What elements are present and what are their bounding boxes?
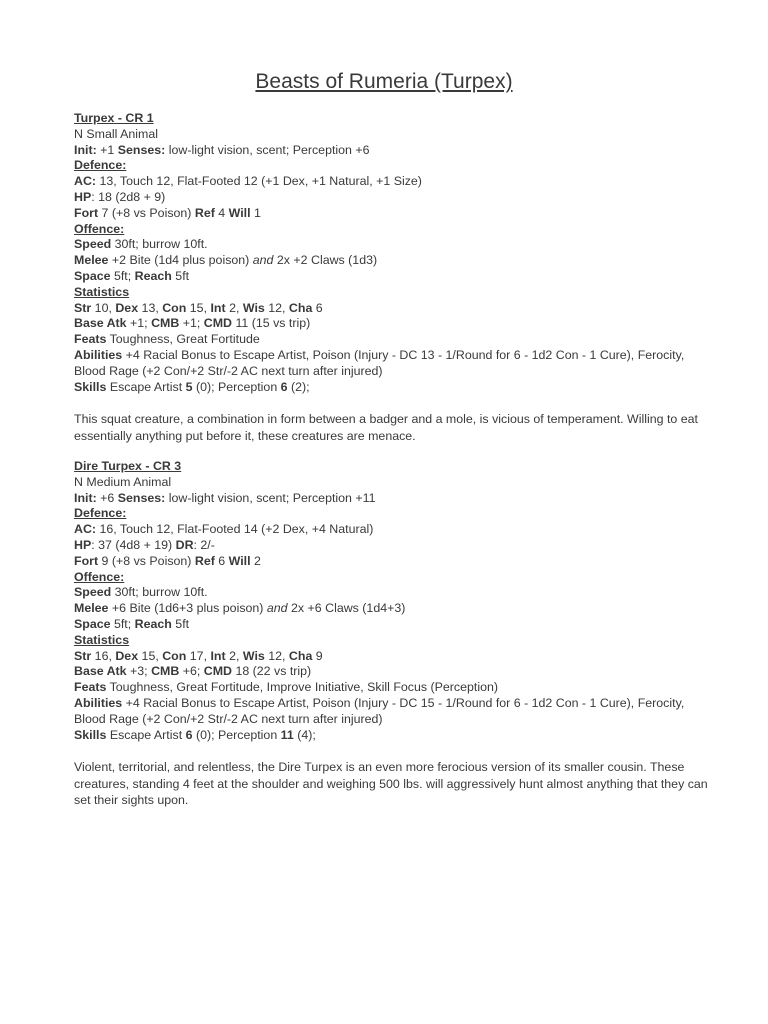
- skills-perception-num: 11: [280, 727, 294, 742]
- hp-value: : 37 (4d8 + 19): [91, 537, 173, 552]
- space-value: 5ft;: [113, 268, 132, 283]
- ref-label: Ref: [194, 205, 215, 220]
- int-value: 2,: [229, 648, 240, 663]
- senses-label: Senses:: [117, 142, 166, 157]
- hp-label: HP: [74, 537, 92, 552]
- con-label: Con: [162, 648, 187, 663]
- cmd-value: 11 (15 vs trip): [235, 316, 311, 331]
- melee-label: Melee: [74, 601, 109, 616]
- cmd-label: CMD: [203, 664, 232, 679]
- cmb-label: CMB: [151, 664, 180, 679]
- skills-perception-rank: (4);: [297, 727, 316, 742]
- page-title: Beasts of Rumeria (Turpex): [255, 70, 513, 93]
- turpex-feats-line: [74, 332, 714, 348]
- turpex-speed-line: [74, 237, 714, 253]
- bab-label: Base Atk: [74, 316, 127, 331]
- will-value: 2: [254, 553, 261, 568]
- senses-label: Senses:: [117, 490, 166, 505]
- melee-claws: 2x +2 Claws (1d3): [276, 253, 378, 268]
- turpex-stat-block: [74, 111, 714, 444]
- turpex-init-line: [74, 143, 714, 159]
- skills-label: Skills: [74, 727, 107, 742]
- fort-label: Fort: [74, 205, 99, 220]
- space-label: Space: [74, 268, 111, 283]
- will-label: Will: [228, 553, 251, 568]
- cha-value: 6: [315, 300, 323, 315]
- skills-perception-num: 6: [280, 379, 288, 394]
- fort-value: 9 (+8 vs Poison): [101, 553, 192, 568]
- dire-turpex-combat-line: [74, 664, 714, 680]
- ac-label: AC:: [74, 522, 97, 537]
- cha-label: Cha: [288, 648, 313, 663]
- dr-value: : 2/-: [193, 537, 215, 552]
- ac-label: AC:: [74, 174, 97, 189]
- init-label: Init:: [74, 142, 97, 157]
- statistics-heading: Statistics: [74, 284, 130, 299]
- melee-claws: 2x +6 Claws (1d4+3): [291, 601, 406, 616]
- abilities-label: Abilities: [74, 695, 123, 710]
- str-value: 10,: [94, 300, 112, 315]
- fort-value: 7 (+8 vs Poison): [101, 205, 192, 220]
- senses-value: low-light vision, scent; Perception +11: [168, 490, 376, 505]
- space-label: Space: [74, 616, 111, 631]
- turpex-abilities-scores: [74, 301, 714, 317]
- ac-value: 13, Touch 12, Flat-Footed 12 (+1 Dex, +1 Natural, +1 Size): [99, 174, 422, 189]
- str-label: Str: [74, 648, 92, 663]
- abilities-value: +4 Racial Bonus to Escape Artist, Poison (Injury - DC 15 - 1/Round for 6 - 1d2 Con - 1 Cure), Ferocity, Blood Rage (+2 Con/+2 Str/-2 AC next turn after injured): [74, 695, 685, 726]
- ac-value: 16, Touch 12, Flat-Footed 14 (+2 Dex, +4 Natural): [99, 522, 374, 537]
- dex-label: Dex: [115, 300, 139, 315]
- fort-label: Fort: [74, 553, 99, 568]
- statistics-heading: Statistics: [74, 632, 130, 647]
- skills-escape-artist-num: 5: [185, 379, 193, 394]
- reach-value: 5ft: [175, 268, 190, 283]
- dire-turpex-space-line: [74, 617, 714, 633]
- cha-value: 9: [315, 648, 323, 663]
- turpex-heading: Turpex - CR 1: [74, 111, 154, 125]
- space-value: 5ft;: [113, 616, 132, 631]
- dire-turpex-hp-line: [74, 538, 714, 554]
- defence-heading: Defence:: [74, 158, 127, 173]
- dex-value: 15,: [141, 648, 159, 663]
- turpex-hp-line: [74, 190, 714, 206]
- feats-value: Toughness, Great Fortitude: [109, 332, 260, 347]
- defence-heading: Defence:: [74, 506, 127, 521]
- melee-value: +2 Bite (1d4 plus poison): [111, 253, 250, 268]
- turpex-skills-line: [74, 380, 714, 396]
- dire-turpex-stat-block: [74, 459, 714, 808]
- str-value: 16,: [94, 648, 112, 663]
- feats-label: Feats: [74, 332, 107, 347]
- ref-value: 6: [218, 553, 226, 568]
- bab-value: +1;: [130, 316, 148, 331]
- hp-value: : 18 (2d8 + 9): [91, 189, 166, 204]
- init-label: Init:: [74, 490, 97, 505]
- con-value: 17,: [189, 648, 208, 663]
- skills-escape-artist: Escape Artist: [109, 379, 183, 394]
- int-value: 2,: [229, 300, 240, 315]
- init-value: +1: [100, 142, 115, 157]
- melee-and: and: [252, 253, 274, 268]
- turpex-description: This squat creature, a combination in form between a badger and a mole, is vicious of temperament. Willing to eat essentially anything put before it, these creatures are menace.: [74, 412, 698, 443]
- dex-label: Dex: [115, 648, 139, 663]
- reach-label: Reach: [134, 268, 172, 283]
- turpex-saves-line: [74, 206, 714, 222]
- ref-label: Ref: [194, 553, 215, 568]
- turpex-type: N Small Animal: [74, 126, 159, 141]
- wis-label: Wis: [242, 648, 265, 663]
- melee-and: and: [266, 601, 288, 616]
- int-label: Int: [210, 300, 226, 315]
- dire-turpex-skills-line: [74, 728, 714, 744]
- con-label: Con: [162, 300, 187, 315]
- wis-label: Wis: [242, 300, 265, 315]
- init-value: +6: [100, 490, 115, 505]
- dire-turpex-melee-line: [74, 601, 714, 617]
- con-value: 15,: [189, 300, 208, 315]
- cmb-value: +6;: [182, 664, 201, 679]
- speed-value: 30ft; burrow 10ft.: [114, 237, 208, 252]
- skills-escape-artist-num: 6: [185, 727, 193, 742]
- offence-heading: Offence:: [74, 221, 125, 236]
- feats-value: Toughness, Great Fortitude, Improve Initiative, Skill Focus (Perception): [109, 680, 498, 695]
- dire-turpex-init-line: [74, 491, 714, 507]
- dr-label: DR: [175, 537, 194, 552]
- skills-escape-artist: Escape Artist: [109, 727, 183, 742]
- turpex-ac-line: [74, 174, 714, 190]
- speed-label: Speed: [74, 585, 112, 600]
- abilities-value: +4 Racial Bonus to Escape Artist, Poison (Injury - DC 13 - 1/Round for 6 - 1d2 Con - 1 Cure), Ferocity, Blood Rage (+2 Con/+2 Str/-2 AC next turn after injured): [74, 347, 685, 378]
- reach-value: 5ft: [175, 616, 190, 631]
- reach-label: Reach: [134, 616, 172, 631]
- int-label: Int: [210, 648, 226, 663]
- cmd-value: 18 (22 vs trip): [235, 664, 312, 679]
- will-label: Will: [228, 205, 251, 220]
- senses-value: low-light vision, scent; Perception +6: [168, 142, 370, 157]
- speed-value: 30ft; burrow 10ft.: [114, 585, 208, 600]
- skills-perception: (0); Perception: [195, 727, 278, 742]
- will-value: 1: [254, 205, 261, 220]
- melee-label: Melee: [74, 253, 109, 268]
- dire-turpex-speed-line: [74, 585, 714, 601]
- cmd-label: CMD: [203, 316, 232, 331]
- offence-heading: Offence:: [74, 569, 125, 584]
- ref-value: 4: [218, 205, 226, 220]
- dire-turpex-type: N Medium Animal: [74, 474, 172, 489]
- wis-value: 12,: [268, 300, 286, 315]
- turpex-melee-line: [74, 253, 714, 269]
- bab-label: Base Atk: [74, 664, 127, 679]
- skills-label: Skills: [74, 379, 107, 394]
- hp-label: HP: [74, 189, 92, 204]
- dire-turpex-saves-line: [74, 554, 714, 570]
- cha-label: Cha: [288, 300, 313, 315]
- speed-label: Speed: [74, 237, 112, 252]
- skills-perception-rank: (2);: [291, 379, 310, 394]
- dire-turpex-heading: Dire Turpex - CR 3: [74, 459, 182, 473]
- bab-value: +3;: [130, 664, 148, 679]
- cmb-value: +1;: [182, 316, 201, 331]
- turpex-abilities-line: [74, 348, 714, 380]
- dire-turpex-abilities-line: [74, 696, 714, 728]
- dex-value: 13,: [141, 300, 159, 315]
- dire-turpex-description: Violent, territorial, and relentless, the Dire Turpex is an even more ferocious version of its smaller cousin. These creatures, standing 4 feet at the shoulder and weighing 500 lbs. will aggressively hunt almost anything that they can set their sights upon.: [74, 760, 708, 807]
- melee-value: +6 Bite (1d6+3 plus poison): [111, 601, 264, 616]
- dire-turpex-ac-line: [74, 522, 714, 538]
- dire-turpex-abilities-scores: [74, 649, 714, 665]
- dire-turpex-feats-line: [74, 680, 714, 696]
- turpex-space-line: [74, 269, 714, 285]
- turpex-combat-line: [74, 316, 714, 332]
- abilities-label: Abilities: [74, 347, 123, 362]
- str-label: Str: [74, 300, 92, 315]
- feats-label: Feats: [74, 680, 107, 695]
- wis-value: 12,: [268, 648, 286, 663]
- skills-perception: (0); Perception: [195, 379, 278, 394]
- cmb-label: CMB: [151, 316, 180, 331]
